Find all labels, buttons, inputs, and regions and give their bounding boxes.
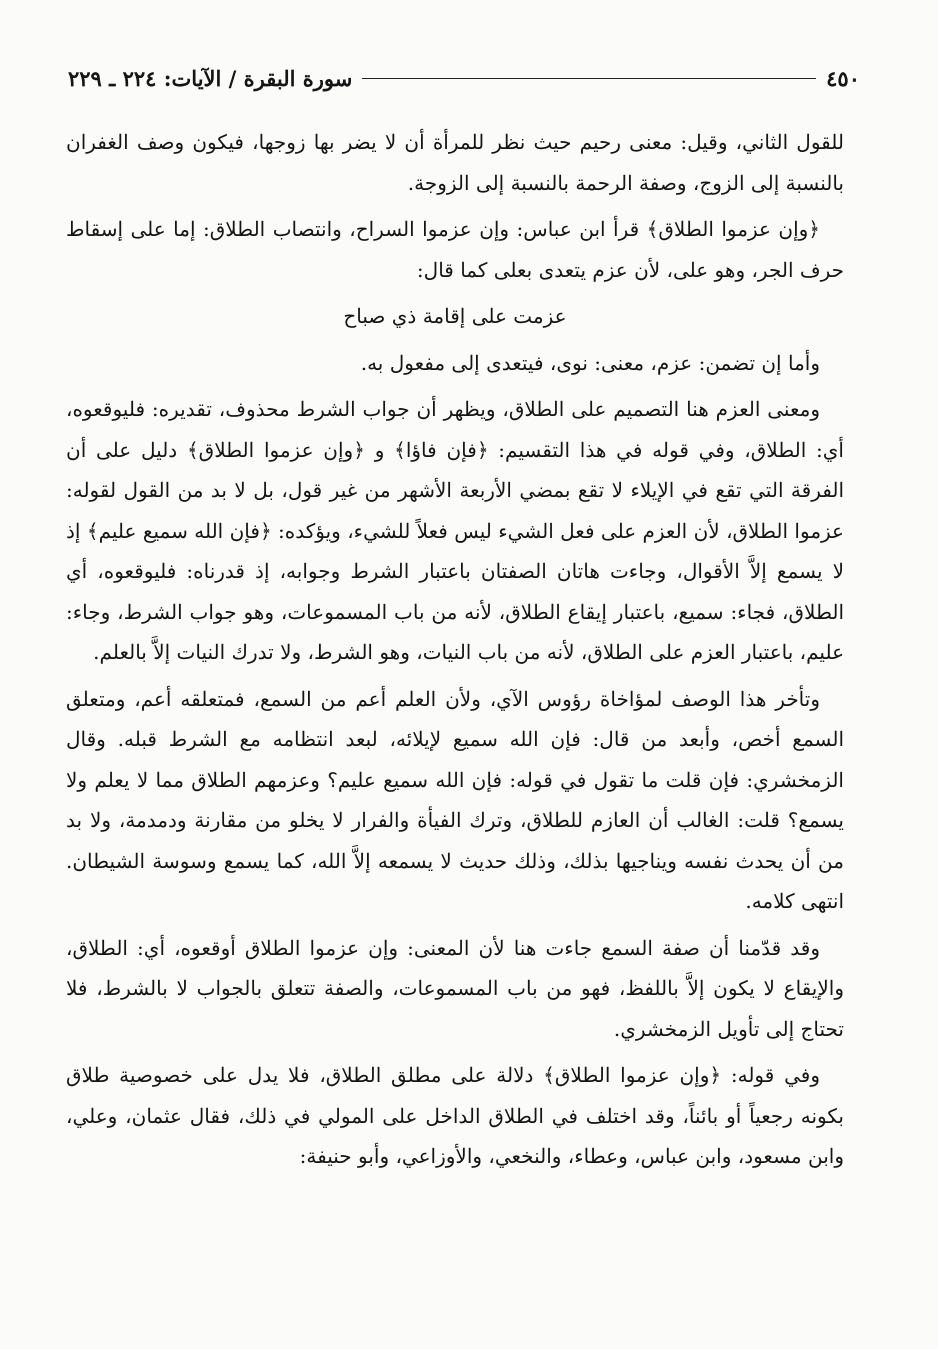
header-rule: [362, 78, 816, 79]
page-body: [66, 122, 844, 1183]
paragraph-7: وفي قوله: ﴿وإن عزموا الطلاق﴾ دلالة على مطلق الطلاق، فلا يدل على خصوصية طلاق بكونه رجعياً أو بائناً، وقد اختلف في الطلاق الداخل على المولي في ذلك، فقال عثمان، وعلي، وابن مسعود، وابن عباس، وعطاء، والنخعي، والأوزاعي، وأبو حنيفة:: [66, 1063, 844, 1168]
paragraph-3: وأما إن تضمن: عزم، معنى: نوى، فيتعدى إلى مفعول به.: [360, 350, 820, 375]
poetry-verse: عزمت على إقامة ذي صباح: [343, 304, 567, 328]
paragraph-2: ﴿وإن عزموا الطلاق﴾ قرأ ابن عباس: وإن عزموا السراح، وانتصاب الطلاق: إما على إسقاط حرف الجر، وهو على، لأن عزم يتعدى بعلى كما قال:: [66, 217, 844, 282]
running-title: سورة البقرة / الآيات: ٢٢٤ ـ ٢٢٩: [68, 65, 353, 91]
paragraph-5: وتأخر هذا الوصف لمؤاخاة رؤوس الآي، ولأن العلم أعم من السمع، فمتعلقه أعم، ومتعلق السمع أخص، وأبعد من قال: فإن الله سميع لإيلائه، لبعد انتظامه مع الشرط قبله. وقال الزمخشري: فإن قلت ما تقول في قوله: فإن الله سميع عليم؟ وعزمهم الطلاق مما لا يعلم ولا يسمع؟ قلت: الغالب أن العازم للطلاق، وترك الفيأة والفرار لا يخلو من مقارنة ودمدمة، ولا بد من أن يحدث نفسه ويناجيها بذلك، وذلك حديث لا يسمعه إلاَّ الله، كما يسمع وسوسة الشيطان. انتهى كلامه.: [66, 686, 844, 913]
page-number: ٤٥٠: [826, 65, 860, 91]
paragraph-6: وقد قدّمنا أن صفة السمع جاءت هنا لأن المعنى: وإن عزموا الطلاق أوقعوه، أي: الطلاق، والإيقاع لا يكون إلاَّ باللفظ، فهو من باب المسموعات، والصفة تتعلق بالجواب لا بالشرط، فلا تحتاج إلى تأويل الزمخشري.: [66, 935, 844, 1041]
paragraph-4: ومعنى العزم هنا التصميم على الطلاق، ويظهر أن جواب الشرط محذوف، تقديره: فليوقعوه، أي: الطلاق، وفي قوله في هذا التقسيم: ﴿فإن فاؤا﴾ و ﴿وإن عزموا الطلاق﴾ دليل على أن الفرقة التي تقع في الإيلاء لا تقع بمضي الأربعة الأشهر من غير قول، بل لا بد من القول لقوله: عزموا الطلاق، لأن العزم على فعل الشيء ليس فعلاً للشيء، ويؤكده: ﴿فإن الله سميع عليم﴾ إذ لا يسمع إلاَّ الأقوال، وجاءت هاتان الصفتان باعتبار الشرط وجوابه، إذ قدرناه: فليوقعوه، أي الطلاق، فجاء: سميع، باعتبار إيقاع الطلاق، لأنه من باب المسموعات، وهو جواب الشرط، وجاء: عليم، باعتبار العزم على الطلاق، لأنه من باب النيات، وهو الشرط، ولا تدرك النيات إلاَّ بالعلم.: [66, 397, 845, 664]
page-header: [68, 58, 860, 98]
paragraph-1: للقول الثاني، وقيل: معنى رحيم حيث نظر للمرأة أن لا يضر بها زوجها، فيكون وصف الغفران بالنسبة إلى الزوج، وصفة الرحمة بالنسبة إلى الزوجة.: [66, 130, 844, 195]
